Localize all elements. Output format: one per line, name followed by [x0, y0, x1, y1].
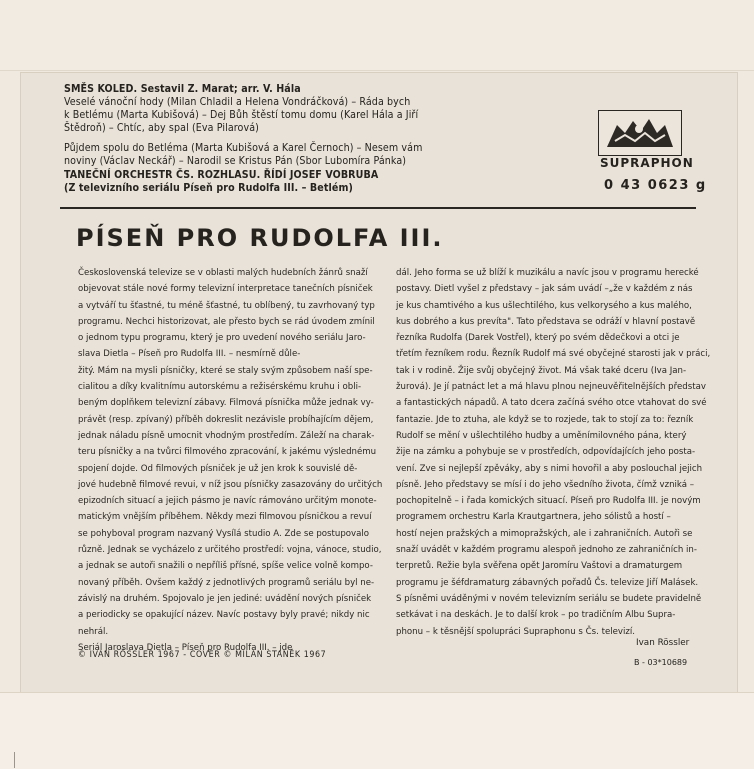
body-text-line: žitý. Mám na mysli písničky, které se staly svým způsobem naší spe- — [78, 365, 373, 376]
body-text-line: pochopitelně – i řada komických situací. Píseň pro Rudolfa III. je novým — [396, 496, 701, 507]
body-text-line: a vytváří tu šťastné, tu méně šťastné, tu oblíbený, tu zavrhovaný typ — [78, 300, 375, 311]
release-code: B - 03*10689 — [634, 658, 688, 667]
track-line: noviny (Václav Neckář) – Narodil se Kristus Pán (Sbor Lubomíra Pánka) — [64, 155, 407, 168]
body-text-line: jednak náladu písně umocnit vhodným prostředím. Záleží na charak- — [78, 430, 375, 441]
body-text-line: Seriál Jaroslava Dietla – Píseň pro Rudolfa III. – jde — [78, 642, 293, 653]
body-text-line: setkávat i na deskách. Je to další krok – po tradičním Albu Supra- — [396, 610, 676, 621]
track-line: Štědroň) – Chtíc, aby spal (Eva Pilarová) — [64, 122, 259, 135]
divider — [60, 207, 696, 209]
body-text-line: fantazie. Jde to ztuha, ale když se to rozjede, tak to stojí za to: řezník — [396, 414, 694, 425]
author-signature: Ivan Rössler — [636, 638, 690, 648]
body-text-line: vení. Zve si nejlepší zpěváky, aby s nimi hovořil a aby poslouchal jejich — [396, 463, 703, 474]
body-text-line: S písněmi uváděnými v novém televizním seriálu se budete pravidelně — [396, 593, 702, 604]
body-text-line: a jednak se autoři snažili o nepříliš přísné, spíše velice volně kompo- — [78, 561, 373, 572]
orchestra-line: TANEČNÍ ORCHESTR ČS. ROZHLASU. ŘÍDÍ JOSEF VOBRUBA — [64, 168, 379, 181]
body-text-line: se pohyboval program nazvaný Vysílá studio A. Zde se postupovalo — [78, 528, 370, 539]
label-name: SUPRAPHON — [600, 156, 694, 170]
body-text-line: žije na zámku a pohybuje se v prostředích, odpovídajících jeho posta- — [396, 447, 696, 458]
body-text-line: je kus chamtivého a kus ušlechtilého, kus velkorysého a kus malého, — [396, 300, 692, 311]
body-text-line: tak i v rodině. Žije svůj obyčejný život. Má však také dceru (Iva Jan- — [396, 365, 687, 376]
body-text-line: objevovat stále nové formy televizní interpretace tanečních písniček — [78, 284, 373, 295]
body-text-line: a periodicky se opakující název. Navíc postavy byly pravé; nikdy nic — [78, 610, 370, 621]
body-text-line: spojení dojde. Od filmových písniček je už jen krok k souvislé dě- — [78, 463, 358, 474]
body-text-line: slava Dietla – Píseň pro Rudolfa III. – nesmírně důle- — [78, 349, 301, 360]
body-text-line: Československá televize se v oblasti malých hudebních žánrů snaží — [78, 268, 368, 278]
sleeve-bottom-edge — [0, 692, 754, 769]
body-text-line: závislý na druhém. Spojovalo je jen jediné: uvádění nových písniček — [78, 593, 372, 604]
body-text-line: snaží uvádět v každém programu alespoň jednoho ze zahraničních in- — [396, 545, 697, 556]
body-text-line: dál. Jeho forma se už blíží k muzikálu a navíc jsou v programu herecké — [396, 268, 699, 278]
page-title: PÍSEŇ PRO RUDOLFA III. — [76, 224, 444, 252]
supraphon-logo-icon — [598, 110, 682, 156]
body-text-line: postavy. Dietl vyšel z představy – jak sám uvádí –„že v každém z nás — [396, 284, 693, 295]
track-line: Veselé vánoční hody (Milan Chladil a Helena Vondráčková) – Ráda bych — [64, 96, 411, 109]
body-text-line: písně. Jeho představy se mísí i do jeho všedního života, čímž vzniká – — [396, 479, 695, 490]
body-text-line: cialitou a díky kvalitnímu autorskému a režisérskému kruhu i obli- — [78, 382, 362, 393]
track-line: SMĚS KOLED. Sestavil Z. Marat; arr. V. Hála — [64, 83, 301, 95]
body-text-line: terpretů. Režie byla svěřena opět Jaromíru Vaštovi a dramaturgem — [396, 561, 683, 572]
body-text-line: epizodních situací a jejich pásmo je navíc rámováno určitým monote- — [78, 496, 377, 507]
catalog-number: 0 43 0623 g — [604, 178, 707, 193]
body-text-line: beným doplňkem televizní zábavy. Filmová písnička může jednak vy- — [78, 398, 374, 409]
sleeve-top-edge — [0, 0, 754, 71]
body-text-line: jové hudebně filmové revui, v níž jsou písničky zasazovány do určitých — [78, 479, 383, 490]
body-text-line: programu. Nechci historizovat, ale přesto bych se rád úvodem zmínil — [78, 316, 375, 327]
body-text-line: právět (resp. zpívaný) příběh dokreslit nezávisle probíhajícím dějem, — [78, 414, 374, 425]
body-text-line: řezníka Rudolfa (Darek Vostřel), který po svém dědečkovi a otci je — [396, 333, 680, 344]
text-column-left — [78, 265, 383, 656]
body-text-line: phonu – k těsnější spolupráci Supraphonu s Čs. televizí. — [396, 626, 636, 637]
body-text-line: novaný příběh. Ovšem každý z jednotlivých programů seriálu byl ne- — [78, 577, 375, 588]
track-line: Půjdem spolu do Betléma (Marta Kubišová a Karel Černoch) – Nesem vám — [64, 142, 423, 155]
body-text-line: hostí nejen pražských a mimopražských, ale i zahraničních. Autoři se — [396, 528, 693, 539]
edge-mark — [14, 752, 15, 768]
body-text-line: o jednom typu programu, který je pro uvedení nového seriálu Jaro- — [78, 333, 366, 344]
body-text-line: programu je šéfdramaturg zábavných pořadů Čs. televize Jiří Malásek. — [396, 577, 699, 588]
body-text-line: a fantastických nápadů. A tato dcera začíná svého otce vtahovat do své — [396, 398, 707, 409]
series-line: (Z televizního seriálu Píseň pro Rudolfa III. – Betlém) — [64, 181, 353, 194]
body-text-line: kus dobrého a kus prevíta". Tato představa se odráží v hlavní postavě — [396, 316, 696, 327]
body-text-line: různě. Jednak se vycházelo z určitého prostředí: vojna, vánoce, studio, — [78, 545, 382, 556]
body-text-line: žurová). Je jí patnáct let a má hlavu plnou nejneuvěřitelnějších představ — [396, 382, 706, 393]
body-text-line: Rudolf se mění v ušlechtilého hudby a uměnímilovného pána, který — [396, 430, 687, 441]
body-text-line: teru písničky a na tvůrci filmového zpracování, k jakému výslednému — [78, 447, 377, 458]
track-listing — [64, 83, 524, 195]
copyright-credit: © IVAN RÖSSLER 1967 - COVER © MILAN STANĚK 1967 — [78, 650, 327, 660]
body-text-line: matickým vnějším příběhem. Někdy mezi filmovou písničkou a revuí — [78, 512, 372, 523]
body-text-line: programem orchestru Karla Krautgartnera, jeho sólistů a hostí – — [396, 512, 671, 523]
body-text-line: třetím řezníkem rodu. Řezník Rudolf má své obyčejné starosti jak v práci, — [396, 349, 711, 360]
text-column-right — [396, 265, 711, 640]
body-text-line: nehrál. — [78, 626, 109, 637]
track-line: k Betlému (Marta Kubišová) – Dej Bůh štěstí tomu domu (Karel Hála a Jiří — [64, 109, 419, 122]
